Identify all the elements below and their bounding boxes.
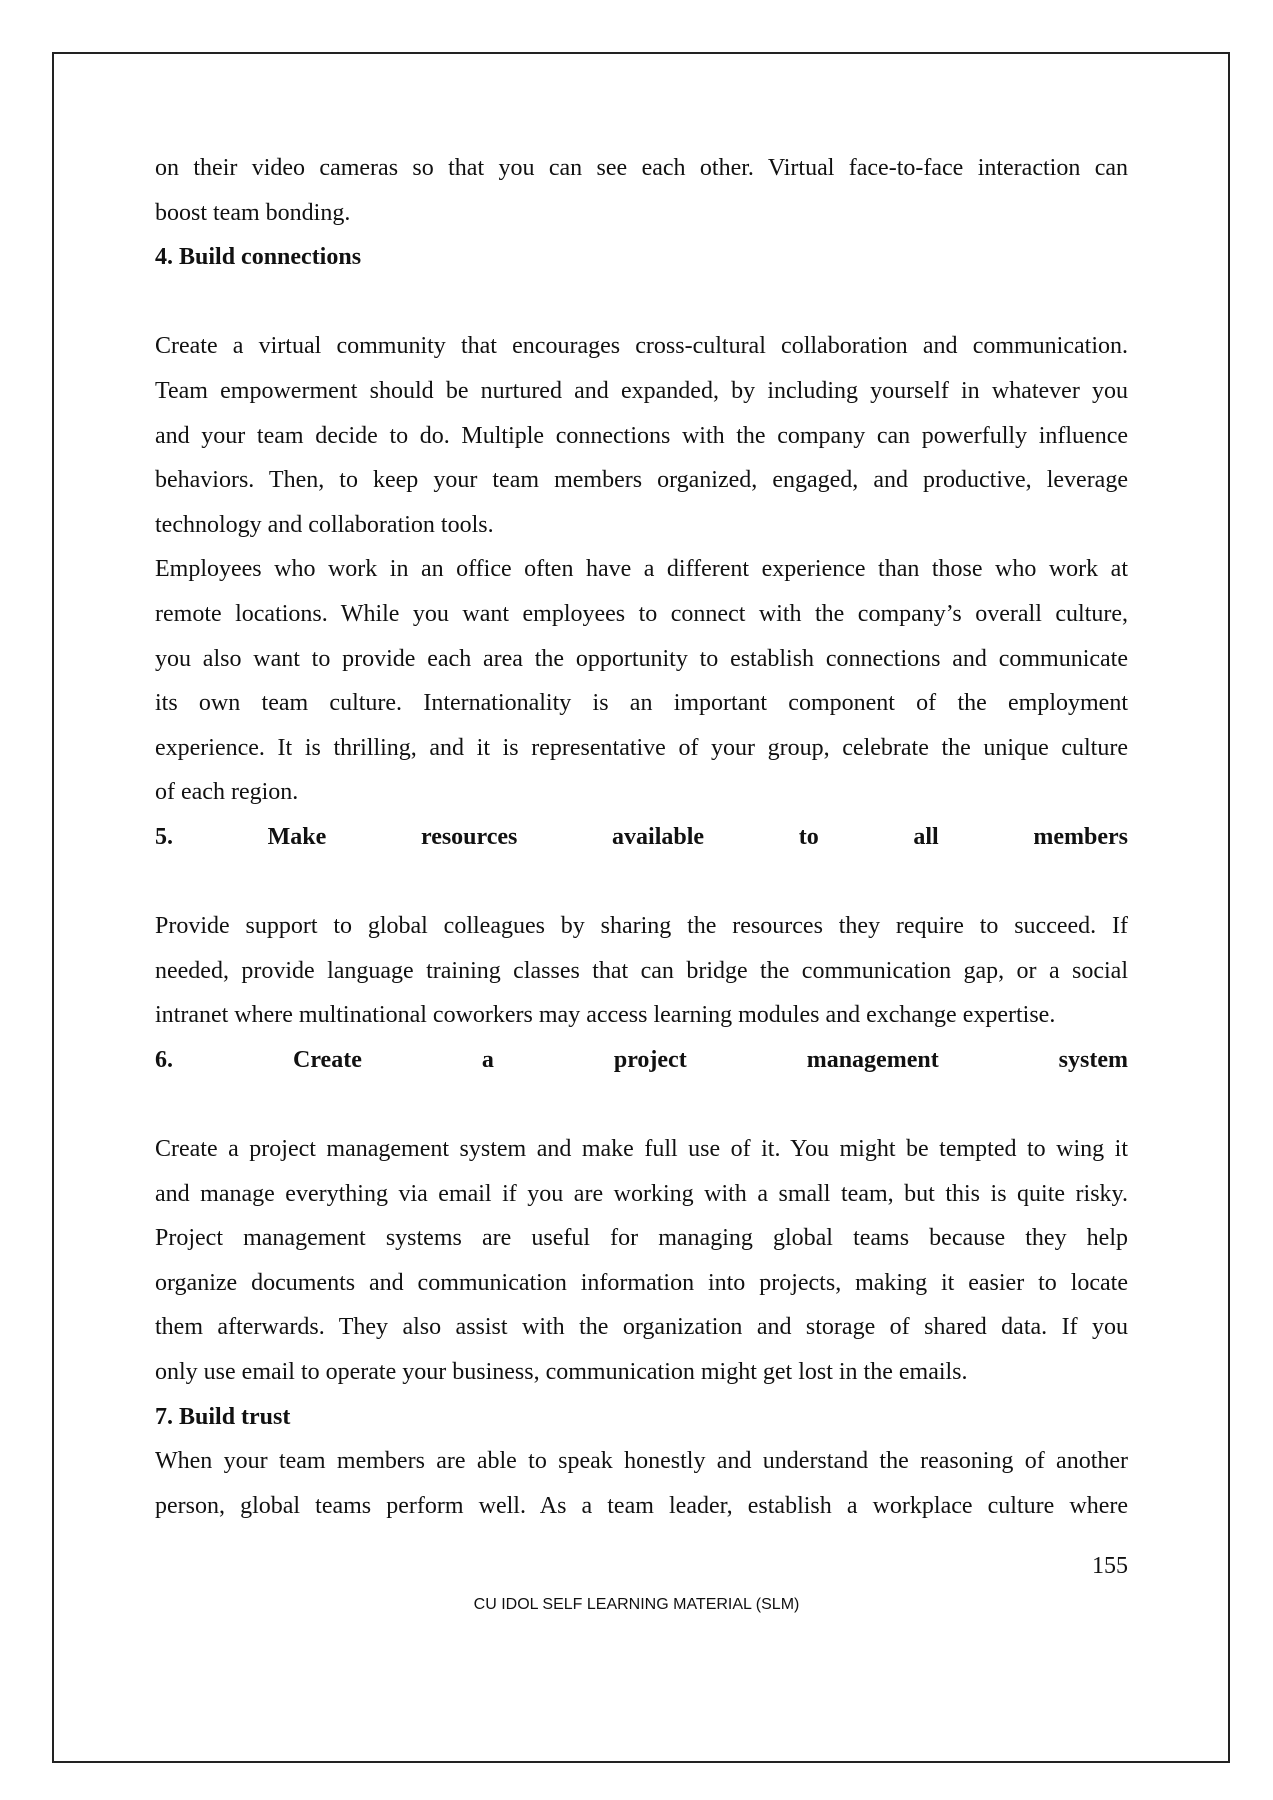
text-line: remote locations. While you want employees to connect with the company’s overall culture,	[155, 600, 1128, 627]
text-line: Create a virtual community that encourages cross-cultural collaboration and communication.	[155, 333, 1128, 360]
paragraph	[155, 324, 1128, 547]
text-line: on their video cameras so that you can see each other. Virtual face-to-face interaction can	[155, 155, 1128, 181]
paragraph	[155, 904, 1128, 1038]
text-line: and your team decide to do. Multiple connections with the company can powerfully influence	[155, 422, 1128, 449]
text-line: Employees who work in an office often have a different experience than those who work at	[155, 556, 1128, 583]
text-line: of each region.	[155, 779, 299, 806]
text-line: Project management systems are useful for managing global teams because they help	[155, 1225, 1128, 1252]
section-heading	[155, 235, 1128, 280]
page-number: 155	[1092, 1553, 1128, 1579]
paragraph	[155, 1127, 1128, 1395]
paragraph	[155, 1439, 1128, 1528]
page-body	[155, 146, 1128, 1528]
text-line: 6. Create a project management system	[155, 1046, 1128, 1073]
text-line: them afterwards. They also assist with the organization and storage of shared data. If you	[155, 1314, 1128, 1341]
blank-line	[155, 280, 1128, 325]
text-line: intranet where multinational coworkers may access learning modules and exchange expertise.	[155, 1002, 1056, 1029]
paragraph	[155, 547, 1128, 815]
text-line: organize documents and communication information into projects, making it easier to locate	[155, 1269, 1128, 1296]
text-line: 7. Build trust	[155, 1403, 291, 1430]
section-heading	[155, 1395, 1128, 1440]
blank-line	[155, 860, 1128, 905]
text-line: behaviors. Then, to keep your team members organized, engaged, and productive, leverage	[155, 467, 1128, 494]
text-line: you also want to provide each area the opportunity to establish connections and communicate	[155, 645, 1128, 672]
text-line: needed, provide language training classes that can bridge the communication gap, or a social	[155, 957, 1128, 984]
text-line: Team empowerment should be nurtured and expanded, by including yourself in whatever you	[155, 377, 1128, 404]
page-footer: CU IDOL SELF LEARNING MATERIAL (SLM)	[473, 1596, 800, 1613]
text-line: experience. It is thrilling, and it is representative of your group, celebrate the unique culture	[155, 734, 1128, 761]
section-heading	[155, 815, 1128, 860]
text-line: only use email to operate your business, communication might get lost in the emails.	[155, 1359, 968, 1386]
text-line: Provide support to global colleagues by sharing the resources they require to succeed. If	[155, 913, 1128, 940]
text-line: technology and collaboration tools.	[155, 511, 494, 538]
blank-line	[155, 1082, 1128, 1127]
paragraph	[155, 146, 1128, 235]
text-line: boost team bonding.	[155, 199, 351, 226]
text-line: its own team culture. Internationality is an important component of the employment	[155, 690, 1128, 717]
section-heading	[155, 1038, 1128, 1083]
text-line: person, global teams perform well. As a team leader, establish a workplace culture where	[155, 1492, 1128, 1519]
text-line: 5. Make resources available to all members	[155, 823, 1128, 850]
text-line: Create a project management system and make full use of it. You might be tempted to wing it	[155, 1136, 1128, 1163]
text-line: and manage everything via email if you are working with a small team, but this is quite risky.	[155, 1180, 1128, 1207]
text-line: When your team members are able to speak honestly and understand the reasoning of another	[155, 1448, 1128, 1475]
text-line: 4. Build connections	[155, 244, 362, 271]
